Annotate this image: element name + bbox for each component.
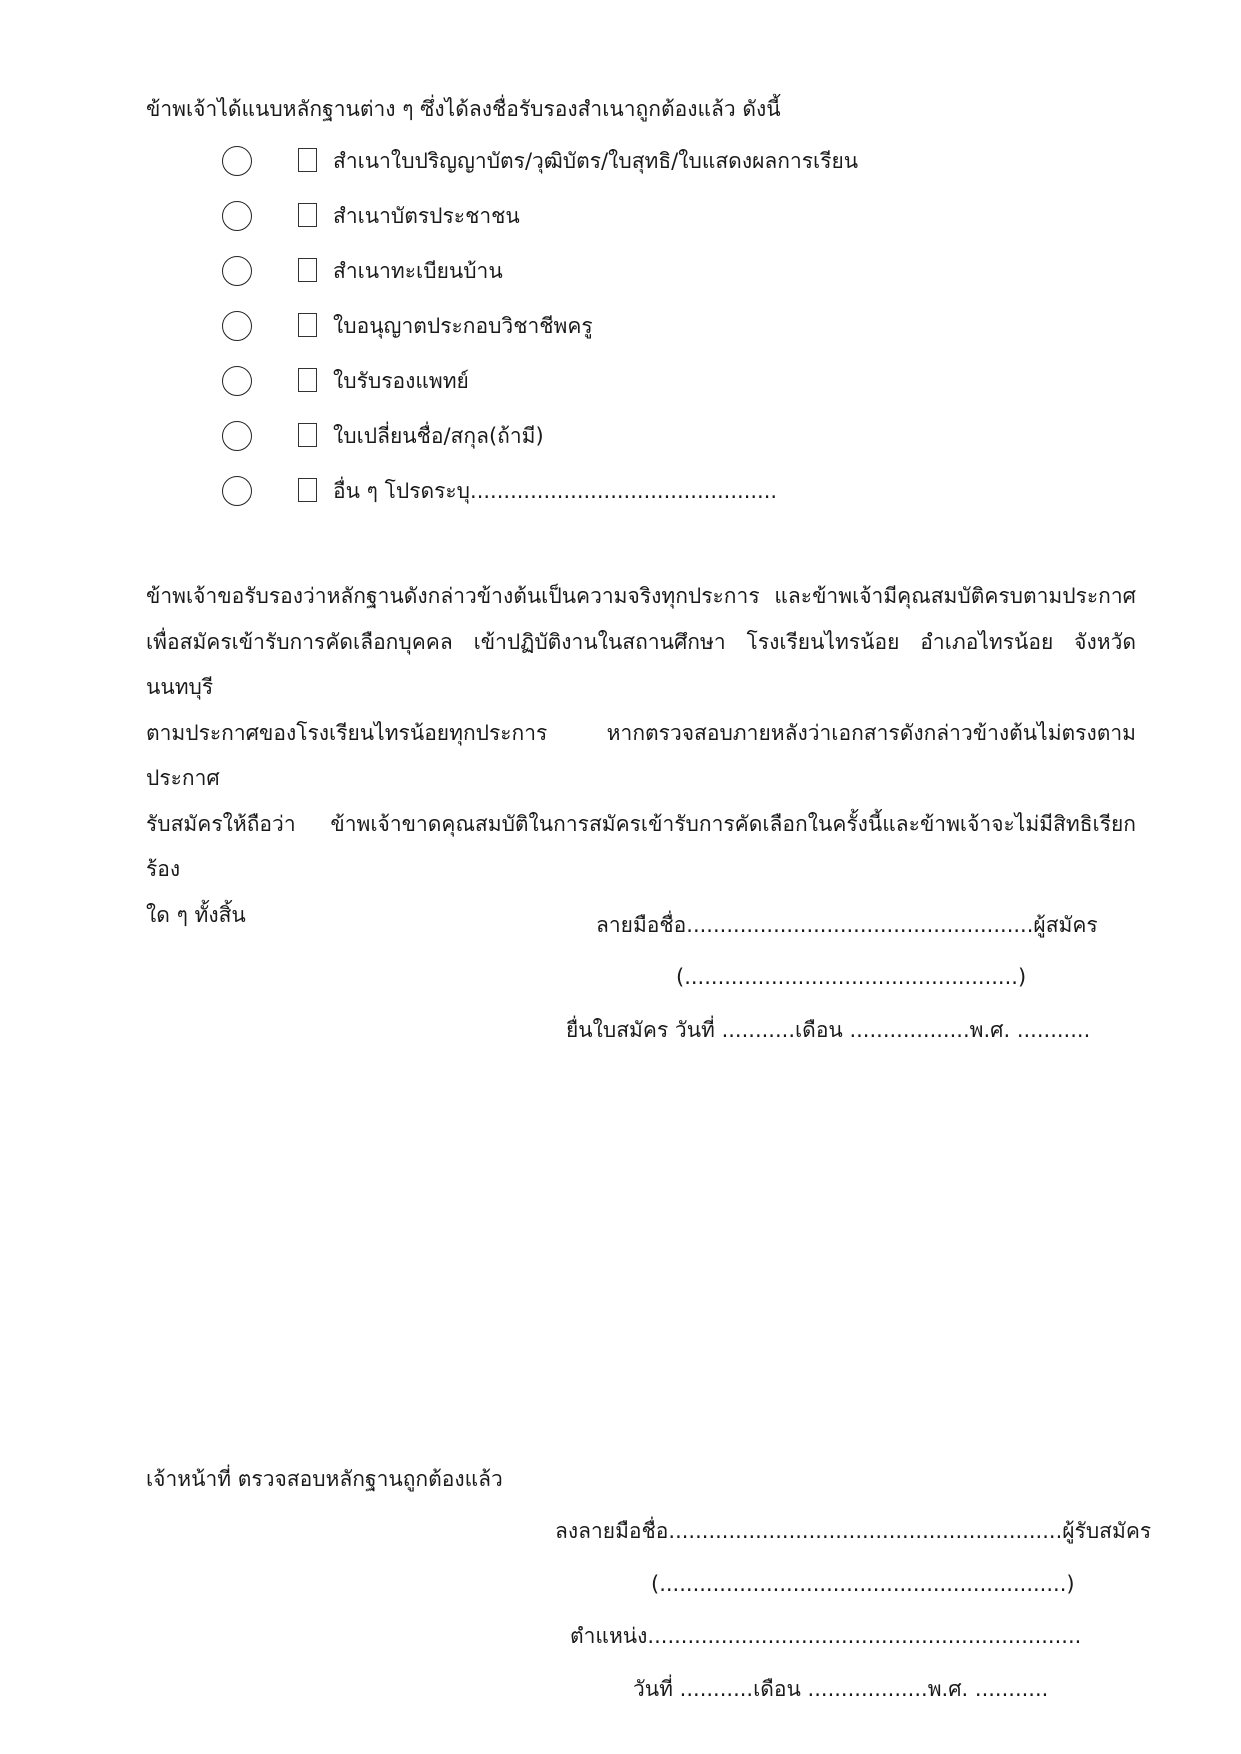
document-label: สำเนาทะเบียนบ้าน bbox=[333, 259, 503, 283]
radio-button[interactable] bbox=[222, 256, 252, 286]
checkbox[interactable] bbox=[298, 203, 317, 227]
declaration-line: รับสมัครให้ถือว่า ข้าพเจ้าขาดคุณสมบัติในการสมัครเข้ารับการคัดเลือกในครั้งนี้และข้าพเจ้าจะไม่มีสิทธิเรียกร้อง bbox=[146, 811, 1136, 881]
radio-button[interactable] bbox=[222, 311, 252, 341]
officer-signature-line[interactable]: ลงลายมือชื่อ...........................................................ผู้รับสมัคร bbox=[555, 1519, 1152, 1543]
document-label: สำเนาบัตรประชาชน bbox=[333, 204, 520, 228]
applicant-date-line[interactable]: ยื่นใบสมัคร วันที่ ...........เดือน ..................พ.ศ. ........... bbox=[566, 1018, 1091, 1042]
radio-button[interactable] bbox=[222, 476, 252, 506]
declaration-line: ใด ๆ ทั้งสิ้น bbox=[146, 902, 246, 927]
officer-date-line[interactable]: วันที่ ...........เดือน ..................พ.ศ. ........... bbox=[633, 1677, 1049, 1701]
applicant-signature-line[interactable]: ลายมือชื่อ....................................................ผู้สมัคร bbox=[596, 913, 1098, 937]
checkbox[interactable] bbox=[298, 258, 317, 282]
checkbox[interactable] bbox=[298, 148, 317, 172]
declaration-paragraph bbox=[146, 574, 1136, 938]
radio-button[interactable] bbox=[222, 366, 252, 396]
document-label: ใบเปลี่ยนชื่อ/สกุล(ถ้ามี) bbox=[333, 424, 544, 448]
radio-button[interactable] bbox=[222, 146, 252, 176]
declaration-line: เพื่อสมัครเข้ารับการคัดเลือกบุคคล เข้าปฏิบัติงานในสถานศึกษา โรงเรียนไทรน้อย อำเภอไทรน้อย จังหวัดนนทบุรี bbox=[146, 629, 1136, 699]
document-label: สำเนาใบปริญญาบัตร/วุฒิบัตร/ใบสุทธิ/ใบแสดงผลการเรียน bbox=[333, 149, 859, 173]
checkbox[interactable] bbox=[298, 478, 317, 502]
intro-text: ข้าพเจ้าได้แนบหลักฐานต่าง ๆ ซึ่งได้ลงชื่อรับรองสำเนาถูกต้องแล้ว ดังนี้ bbox=[146, 97, 781, 121]
document-label: ใบอนุญาตประกอบวิชาชีพครู bbox=[333, 314, 593, 338]
applicant-name-line[interactable]: (..................................................) bbox=[676, 965, 1027, 989]
document-label: อื่น ๆ โปรดระบุ.............................................. bbox=[333, 479, 778, 503]
officer-position-line[interactable]: ตำแหน่ง................................................................. bbox=[570, 1624, 1082, 1648]
radio-button[interactable] bbox=[222, 421, 252, 451]
checkbox[interactable] bbox=[298, 423, 317, 447]
checkbox[interactable] bbox=[298, 368, 317, 392]
officer-name-line[interactable]: (.............................................................) bbox=[651, 1572, 1075, 1596]
radio-button[interactable] bbox=[222, 201, 252, 231]
declaration-line: ตามประกาศของโรงเรียนไทรน้อยทุกประการ หากตรวจสอบภายหลังว่าเอกสารดังกล่าวข้างต้นไม่ตรงตามประกาศ bbox=[146, 720, 1136, 790]
officer-heading: เจ้าหน้าที่ ตรวจสอบหลักฐานถูกต้องแล้ว bbox=[146, 1467, 503, 1491]
document-label: ใบรับรองแพทย์ bbox=[333, 369, 469, 393]
checkbox[interactable] bbox=[298, 313, 317, 337]
declaration-line: ข้าพเจ้าขอรับรองว่าหลักฐานดังกล่าวข้างต้นเป็นความจริงทุกประการ และข้าพเจ้ามีคุณสมบัติครบตามประกาศ bbox=[146, 584, 1136, 608]
